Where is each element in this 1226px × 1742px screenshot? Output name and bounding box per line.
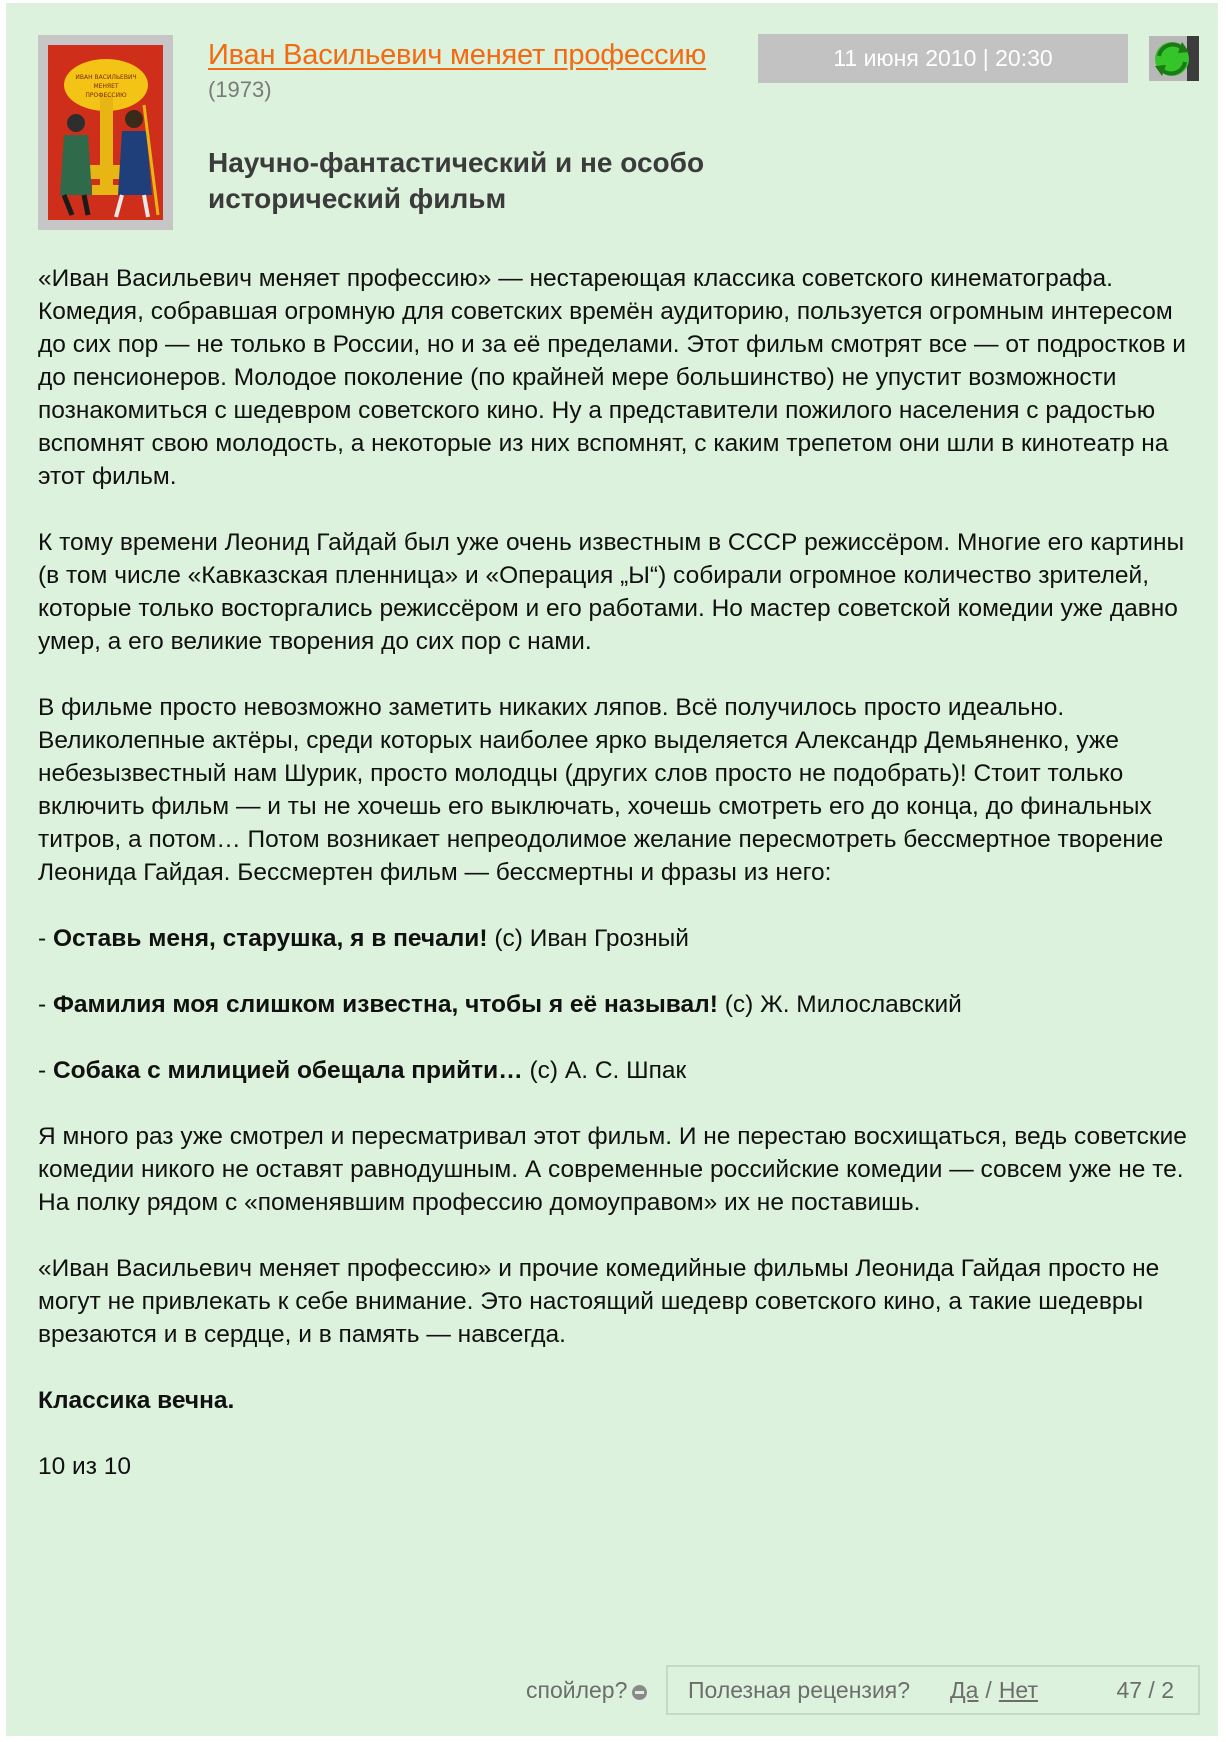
spoiler-toggle[interactable]: [526, 1665, 647, 1715]
poster-illustration: [48, 45, 163, 220]
refresh-icon[interactable]: [1149, 36, 1199, 81]
review-headline: Научно-фантастический и не особо исторический фильм: [208, 147, 705, 214]
review-paragraph: В фильме просто невозможно заметить никаких ляпов. Всё получилось просто идеально. Великолепные актёры, среди которых наиболее ярко выделяется Александр Демьяненко, уже небезызвестный нам Шурик, просто молодцы (других слов просто не подобрать)! Стоит только включить фильм — и ты не хочешь его выключать, хочешь смотреть его до конца, до финальных титров, а потом… Потом возникает непреодолимое желание пересмотреть бессмертное творение Леонида Гайдая. Бессмертен фильм — бессмертны и фразы из него:: [38, 694, 1164, 886]
quote-line: [38, 1054, 1198, 1087]
quote-author: (с) Иван Грозный: [487, 925, 689, 952]
quote-text: Фамилия моя слишком известна, чтобы я её называл!: [52, 991, 718, 1018]
review-paragraph: «Иван Васильевич меняет профессию» — нестареющая классика советского кинематографа. Комедия, собравшая огромную для советских времён аудиторию, пользуется огромным интересом до сих пор — не только в России, но и за её пределами. Этот фильм смотрят все — от подростков и до пенсионеров. Молодое поколение (по крайней мере большинство) не упустит возможности познакомиться с шедевром советского кино. Ну а представители пожилого населения с радостью вспомнят свою молодость, а некоторые из них вспомнят, с каким трепетом они шли в кинотеатр на этот фильм.: [38, 265, 1186, 490]
quote-text: Собака с милицией обещала прийти…: [52, 1057, 523, 1084]
vote-counts: 47 / 2: [1116, 1676, 1174, 1703]
review-paragraph: К тому времени Леонид Гайдай был уже очень известным в СССР режиссёром. Многие его картины (в том числе «Кавказская пленница» и «Операция „Ы“) собирали огромное количество зрителей, которые только восторгались режиссёром и его работами. Но мастер советской комедии уже давно умер, а его великие творения до сих пор с нами.: [38, 529, 1185, 655]
svg-text:ИВАН ВАСИЛЬЕВИЧ: ИВАН ВАСИЛЬЕВИЧ: [75, 74, 137, 81]
film-poster: [48, 45, 163, 220]
quote-text: Оставь меня, старушка, я в печали!: [52, 925, 488, 952]
poster-frame[interactable]: [38, 35, 173, 230]
review-card: [6, 3, 1218, 1736]
review-body: [38, 262, 1198, 1516]
quote-author: (с) А. С. Шпак: [522, 1057, 687, 1084]
review-date: 11 июня 2010 | 20:30: [758, 34, 1128, 83]
useful-vote-box: [666, 1665, 1200, 1715]
vote-no-link[interactable]: Нет: [998, 1676, 1038, 1703]
vote-yes-link[interactable]: Да: [950, 1676, 979, 1703]
minus-circle-icon: [632, 1685, 647, 1700]
review-rating: 10 из 10: [38, 1453, 132, 1480]
review-paragraph: Я много раз уже смотрел и пересматривал этот фильм. И не перестаю восхищаться, ведь советские комедии никого не оставят равнодушным. А современные российские комедии — совсем уже не те. На полку рядом с «поменявшим профессию домоуправом» их не поставишь.: [38, 1123, 1187, 1216]
conclusion-text: Классика вечна.: [38, 1387, 235, 1414]
quote-author: (с) Ж. Милославский: [717, 991, 962, 1018]
useful-question: Полезная рецензия?: [688, 1676, 911, 1703]
svg-text:ПРОФЕССИЮ: ПРОФЕССИЮ: [85, 92, 127, 99]
svg-text:МЕНЯЕТ: МЕНЯЕТ: [93, 83, 119, 90]
review-conclusion: [38, 1384, 1198, 1417]
film-title-link[interactable]: Иван Васильевич меняет профессию: [208, 39, 707, 71]
review-paragraph: «Иван Васильевич меняет профессию» и прочие комедийные фильмы Леонида Гайдая просто не могут не привлекать к себе внимание. Это настоящий шедевр советского кино, а такие шедевры врезаются и в сердце, и в память — навсегда.: [38, 1255, 1160, 1348]
quote-line: [38, 988, 1198, 1021]
quote-dash: -: [38, 925, 53, 952]
quote-line: [38, 922, 1198, 955]
quote-dash: -: [38, 1057, 53, 1084]
quote-dash: -: [38, 991, 53, 1018]
film-year: (1973): [208, 77, 272, 102]
vote-separator: /: [985, 1676, 992, 1703]
review-footer: [526, 1665, 1206, 1715]
spoiler-label: спойлер?: [526, 1676, 628, 1703]
